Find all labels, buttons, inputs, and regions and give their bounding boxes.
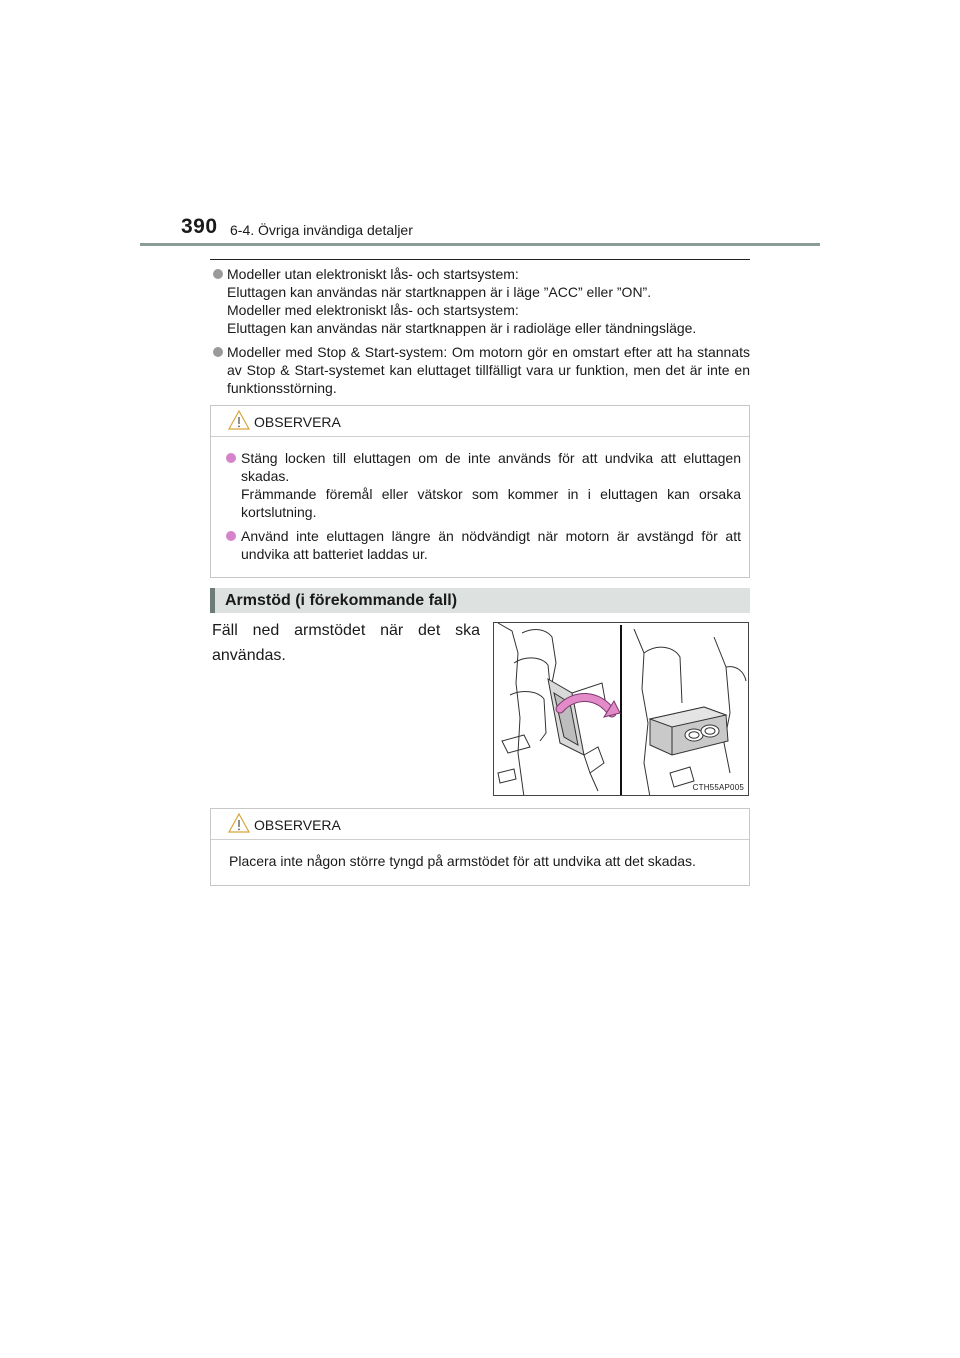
caution-label: OBSERVERA xyxy=(254,414,341,430)
note-item xyxy=(210,265,750,337)
caution-body xyxy=(211,840,749,880)
page-header xyxy=(0,0,960,250)
caution-item xyxy=(223,527,741,563)
figure-code: CTH55AP005 xyxy=(692,783,744,792)
warning-triangle-icon xyxy=(228,409,250,431)
caution-text: Placera inte någon större tyngd på armstödet för att undvika att det skadas. xyxy=(229,853,696,869)
caution-box-outlets xyxy=(210,405,750,578)
section-heading-bar xyxy=(210,588,750,613)
note-line: Modeller utan elektroniskt lås- och startsystem: xyxy=(227,266,519,282)
notes-list xyxy=(210,265,750,403)
caution-label: OBSERVERA xyxy=(254,817,341,833)
caution-header xyxy=(211,809,749,840)
caution-header xyxy=(211,406,749,437)
caution-item xyxy=(223,449,741,521)
caution-line: Använd inte eluttagen längre än nödvändigt när motorn är avstängd för att undvika att batteriet laddas ur. xyxy=(241,528,741,562)
caution-body xyxy=(211,437,749,579)
armrest-drawing xyxy=(494,623,749,796)
page-number: 390 xyxy=(181,215,218,238)
content-divider xyxy=(210,259,750,260)
note-line: Eluttagen kan användas när startknappen är i radioläge eller tändningsläge. xyxy=(227,320,697,336)
note-line: Modeller med elektroniskt lås- och startsystem: xyxy=(227,302,519,318)
section-title: 6-4. Övriga invändiga detaljer xyxy=(230,222,413,238)
note-line: Eluttagen kan användas när startknappen är i läge ”ACC” eller ”ON”. xyxy=(227,284,652,300)
bullet-icon xyxy=(226,453,236,463)
section-heading: Armstöd (i förekommande fall) xyxy=(225,592,458,609)
warning-triangle-icon xyxy=(228,812,250,834)
bullet-icon xyxy=(226,531,236,541)
bullet-icon xyxy=(213,347,223,357)
caution-line: Främmande föremål eller vätskor som kommer in i eluttagen kan orsaka kortslutning. xyxy=(241,486,741,520)
header-rule xyxy=(140,243,820,246)
caution-box-armrest xyxy=(210,808,750,886)
note-line: Modeller med Stop & Start-system: Om motorn gör en omstart efter att ha stannats av Stop & Start-systemet kan eluttaget tillfälligt vara ur funktion, men det är inte en funktionsstörning. xyxy=(227,344,750,396)
note-item xyxy=(210,343,750,397)
caution-line: Stäng locken till eluttagen om de inte används för att undvika att eluttagen skadas. xyxy=(241,450,741,484)
armrest-illustration xyxy=(493,622,749,796)
armrest-instruction: Fäll ned armstödet när det ska användas. xyxy=(212,622,480,664)
bullet-icon xyxy=(213,269,223,279)
